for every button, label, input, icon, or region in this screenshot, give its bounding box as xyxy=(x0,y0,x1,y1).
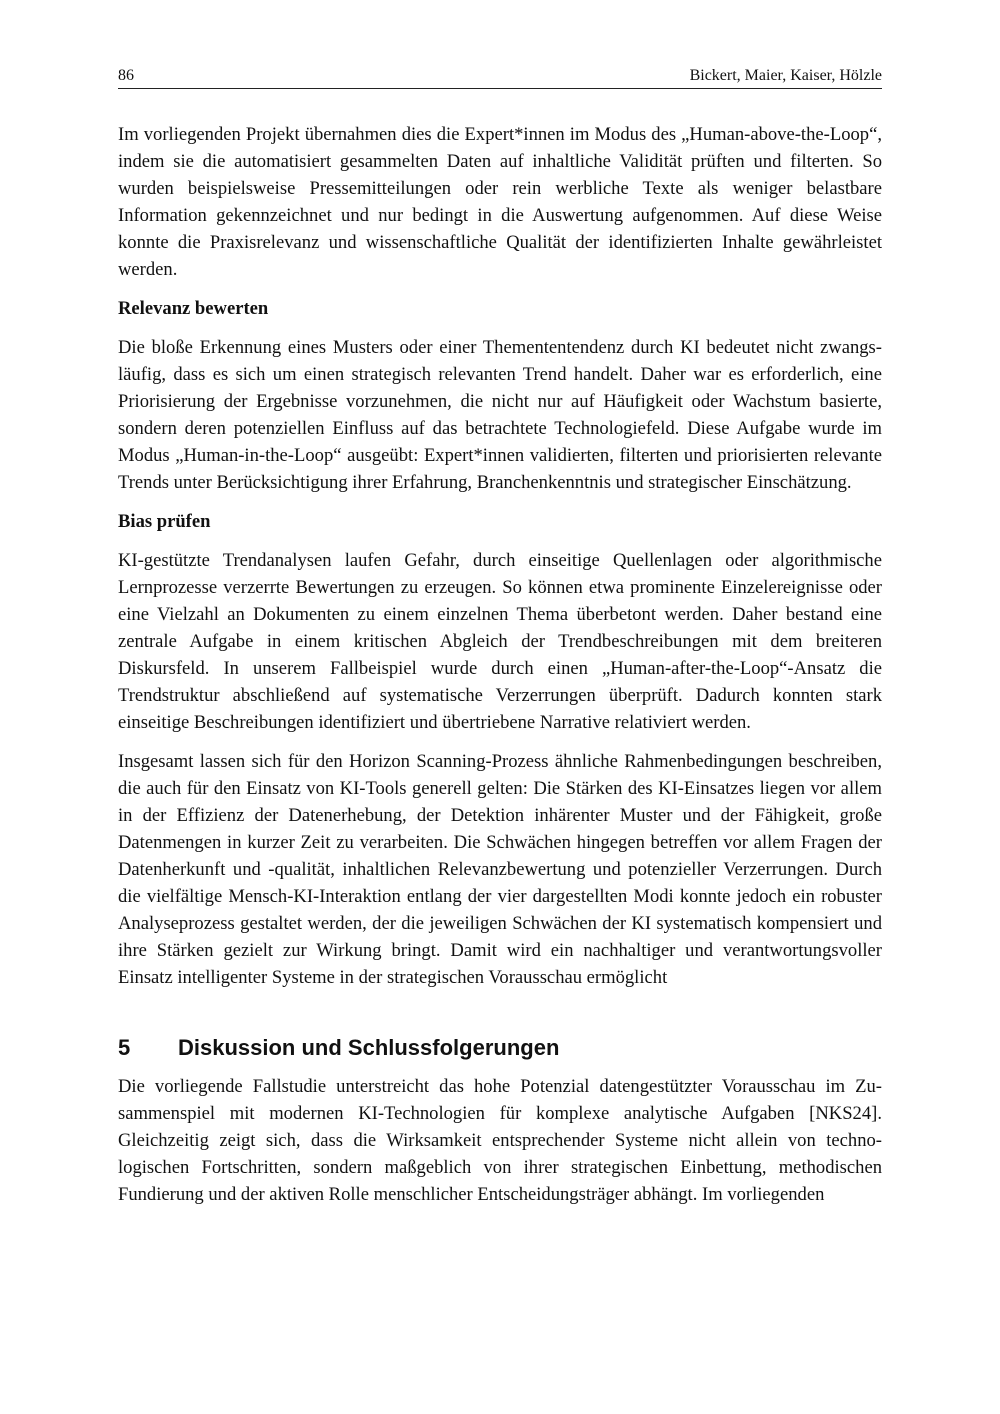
document-page xyxy=(118,0,882,1414)
running-header xyxy=(118,66,882,89)
page-number: 86 xyxy=(118,67,134,84)
paragraph-human-above-the-loop: Im vorliegenden Projekt übernahmen dies die Expert*innen im Modus des „Human-above-the-Loop“, indem sie die automatisiert gesammelten Daten auf inhaltliche Validität prüften und filterten. So wurden beispielsweise Pressemitteilungen oder rein werbliche Texte als weniger belastbare Information gekennzeichnet und nur bedingt in die Auswertung aufgenommen. Auf diese Weise konnte die Praxisrelevanz und wissenschaftliche Qualität der identifizierten Inhalte gewährleistet werden. xyxy=(118,124,882,280)
subheading-relevanz-bewerten: Relevanz bewerten xyxy=(118,298,269,319)
section-number: 5 xyxy=(118,1035,131,1060)
running-authors: Bickert, Maier, Kaiser, Hölzle xyxy=(689,67,882,84)
section-heading xyxy=(118,1033,882,1063)
subheading-bias-pruefen: Bias prüfen xyxy=(118,511,211,532)
body-text xyxy=(118,121,882,1220)
paragraph-relevanz: Die bloße Erkennung eines Musters oder einer Themententendenz durch KI bedeutet nicht zwangsläufig, dass es sich um einen strategisch relevanten Trend handelt. Daher war es erforderlich, eine Priorisierung der Ergebnisse vorzunehmen, die nicht nur auf Häufigkeit oder Wachstum basierte, sondern deren potenziellen Einfluss auf das betrachtete Technologiefeld. Diese Aufgabe wurde im Modus „Human-in-the-Loop“ ausgeübt: Expert*innen validierten, filterten und priorisierten relevante Trends unter Berücksichtigung ihrer Erfahrung, Branchenkenntnis und strategischer Einschätzung. xyxy=(118,337,882,493)
paragraph-discussion: Die vorliegende Fallstudie unterstreicht das hohe Potenzial datengestützter Vorausschau im Zusammenspiel mit modernen KI-Technologien für komplexe analytische Aufgaben [NKS24]. Gleichzeitig zeigt sich, dass die Wirksamkeit entsprechender Systeme nicht allein von technologischen Fortschritten, sondern maßgeblich von ihrer strategischen Einbettung, methodischen Fundierung und der aktiven Rolle menschlicher Entscheidungsträger abhängt. Im vorliegenden xyxy=(118,1076,882,1205)
paragraph-bias: KI-gestützte Trendanalysen laufen Gefahr, durch einseitige Quellenlagen oder algorithmische Lernprozesse verzerrte Bewertungen zu erzeugen. So können etwa prominente Einzelereignisse oder eine Vielzahl an Dokumenten zu einem einzelnen Thema überbetont werden. Daher bestand eine zentrale Aufgabe in einem kritischen Abgleich der Trendbeschreibungen mit dem breiteren Diskursfeld. In unserem Fallbeispiel wurde durch einen „Human-after-the-Loop“-Ansatz die Trendstruktur abschließend auf systematische Verzerrungen überprüft. Dadurch konnten stark einseitige Beschreibungen identifiziert und übertriebene Narrative relativiert werden. xyxy=(118,550,882,733)
section-title: Diskussion und Schlussfolgerungen xyxy=(178,1035,560,1060)
paragraph-summary: Insgesamt lassen sich für den Horizon Scanning-Prozess ähnliche Rahmenbedingungen beschreiben, die auch für den Einsatz von KI-Tools generell gelten: Die Stärken des KI-Einsatzes liegen vor allem in der Effizienz der Datenerhebung, der Detektion inhärenter Muster und der Fähigkeit, große Datenmengen in kurzer Zeit zu verarbeiten. Die Schwächen hingegen betreffen vor allem Fragen der Datenherkunft und -qualität, inhaltlichen Relevanzbewertung und potenzieller Verzerrungen. Durch die vielfältige Mensch-KI-Interaktion entlang der vier dargestellten Modi konnte jedoch ein robuster Analyseprozess gestaltet werden, der die jeweiligen Schwächen der KI systematisch kompensiert und ihre Stärken gezielt zur Wirkung bringt. Damit wird ein nachhaltiger und verantwortungsvoller Einsatz intelligenter Systeme in der strategischen Vorausschau ermöglicht xyxy=(118,751,882,988)
